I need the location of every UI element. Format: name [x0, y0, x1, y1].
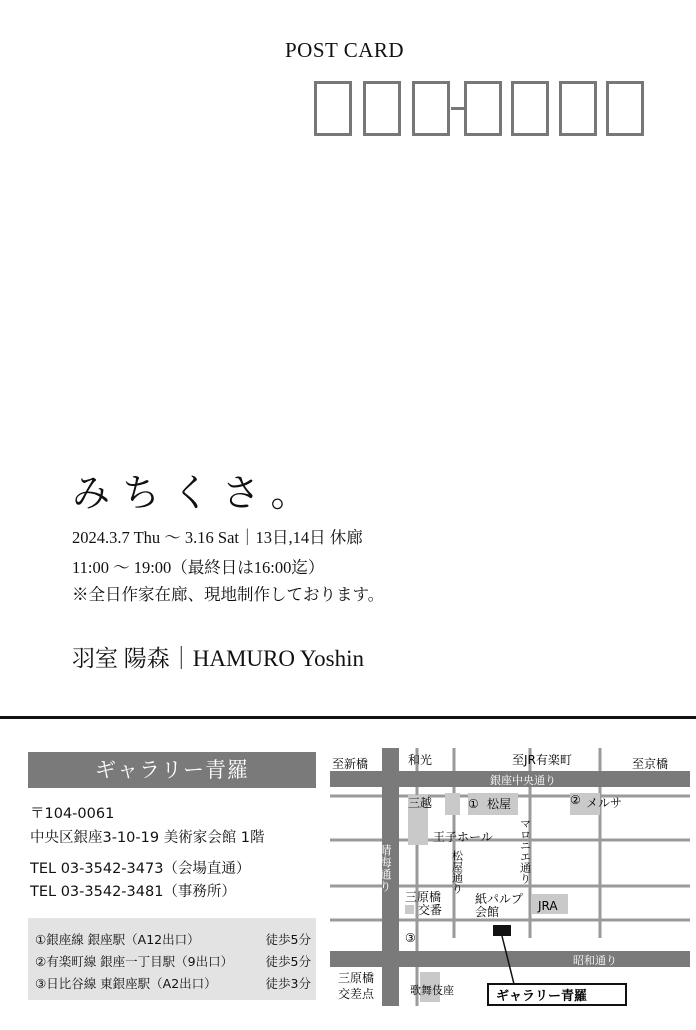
access-line: ②有楽町線 銀座一丁目駅（9出口）: [35, 954, 234, 969]
gallery-tel-office: TEL 03-3542-3481（事務所）: [30, 884, 236, 900]
gallery-name: ギャラリー青羅: [28, 752, 316, 788]
map-label-marronnier-dori: マロニエ通り: [518, 818, 532, 884]
map-label-to-yurakucho: 至JR有楽町: [512, 753, 572, 767]
map-label-showa-dori: 昭和通り: [573, 954, 617, 967]
gallery-address: 中央区銀座3-10-19 美術家会館 1階: [30, 830, 265, 846]
map-label-wako: 和光: [408, 753, 433, 767]
koban-building: [405, 905, 414, 914]
map-label-kabukiza: 歌舞伎座: [410, 984, 454, 997]
access-walk: 徒歩3分: [265, 976, 311, 991]
postcard-title: POST CARD: [285, 38, 405, 62]
map-label-melsa: メルサ: [586, 796, 623, 810]
map-label-to-shinbashi: 至新橋: [332, 757, 369, 771]
gallery-marker: [493, 925, 511, 936]
postal-box: [314, 81, 352, 136]
map-label-oji-hall: 王子ホール: [433, 830, 493, 844]
access-map: [330, 748, 690, 1006]
map-label-ginza-chuo-dori: 銀座中央通り: [490, 774, 556, 787]
exhibition-note: ※全日作家在廊、現地制作しております。: [72, 585, 385, 604]
map-label-jra: JRA: [538, 899, 558, 913]
map-label-mihara-cross-1: 三原橋: [338, 971, 375, 985]
map-label-mihara-cross-2: 交差点: [338, 987, 375, 1001]
exhibition-dates: 2024.3.7 Thu ～ 3.16 Sat｜13日,14日 休廊: [72, 528, 363, 547]
map-label-mitsukoshi: 三越: [408, 796, 433, 810]
access-row: [35, 930, 311, 948]
access-line: ③日比谷線 東銀座駅（A2出口）: [35, 976, 217, 991]
map-label-mihara-koban-2: 交番: [418, 903, 443, 917]
map-label-gallery: ギャラリー青羅: [496, 989, 588, 1004]
exhibition-artist: 羽室 陽森｜HAMURO Yoshin: [72, 646, 365, 671]
exhibition-title: みちくさ。: [72, 471, 321, 515]
map-label-marker-1: ①: [468, 797, 479, 811]
map-label-matsuya-dori: 松屋通り: [450, 850, 464, 894]
map-label-marker-2: ②: [570, 793, 581, 807]
exhibition-hours: 11:00 ～ 19:00（最終日は16:00迄）: [72, 558, 325, 577]
map-label-mihara-koban-1: 三原橋: [405, 890, 442, 904]
building-block: [445, 793, 460, 815]
gallery-postal: 〒104-0061: [30, 806, 115, 822]
postal-box: [464, 81, 502, 136]
postal-box: [412, 81, 450, 136]
map-label-kami-pulp-1: 紙パルプ: [475, 892, 524, 906]
gallery-tel-venue: TEL 03-3542-3473（会場直通）: [30, 861, 251, 877]
postal-box: [363, 81, 401, 136]
access-walk: 徒歩5分: [265, 932, 311, 947]
postal-box: [559, 81, 597, 136]
access-walk: 徒歩5分: [265, 954, 311, 969]
map-label-marker-3: ③: [405, 931, 416, 945]
access-line: ①銀座線 銀座駅（A12出口）: [35, 932, 200, 947]
map-label-harumi-dori: 晴海通り: [378, 844, 392, 892]
postal-box: [606, 81, 644, 136]
map-label-to-kyobashi: 至京橋: [632, 757, 669, 771]
map-label-kami-pulp-2: 会館: [475, 905, 500, 919]
access-panel: [28, 918, 316, 1000]
postal-box: [511, 81, 549, 136]
map-label-matsuya: 松屋: [487, 797, 512, 811]
access-row: [35, 974, 311, 992]
divider-line: [0, 716, 696, 719]
access-row: [35, 952, 311, 970]
